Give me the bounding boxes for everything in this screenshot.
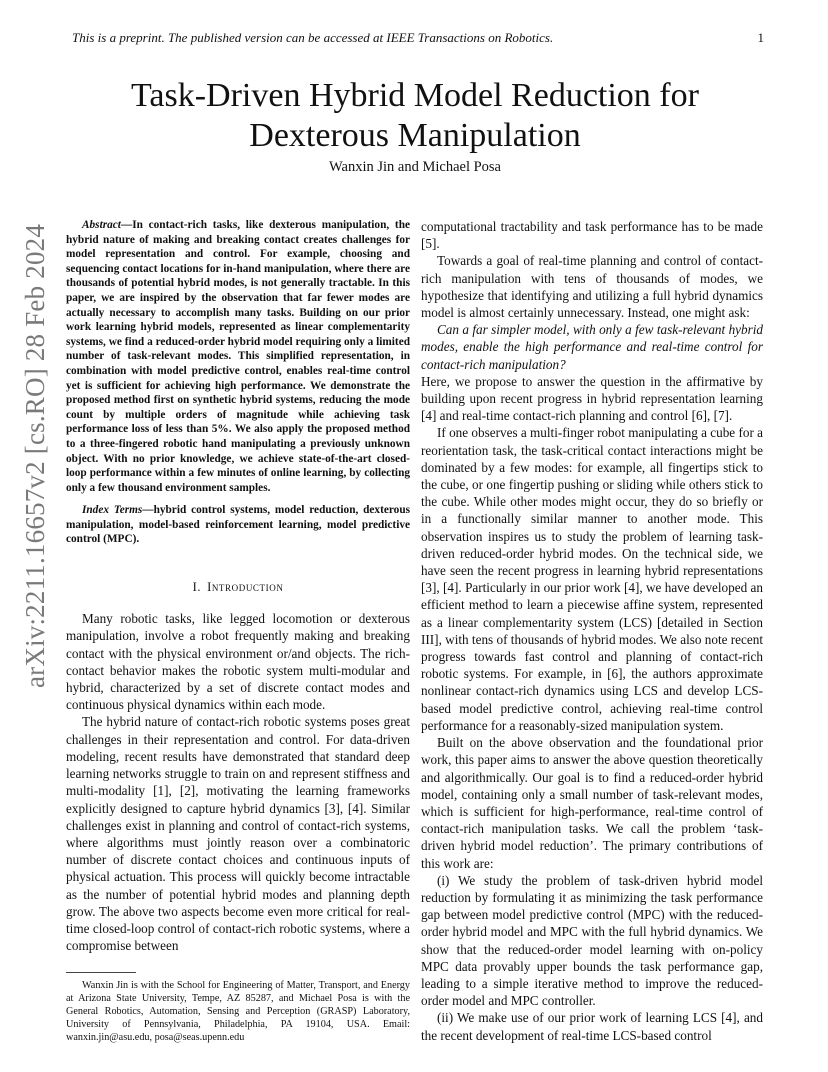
author-footnote: Wanxin Jin is with the School for Engineering of Matter, Transport, and Energy at Arizona State University, Tempe, AZ 85287, and Michael Posa is with the General Robotics, Automation, Sensing and Perception (GRASP) Laboratory, University of Pennsylvania, Philadelphia, PA 19104, USA. Email: wanxin.jin@asu.edu, posa@seas.upenn.edu xyxy=(66,980,410,1044)
footnote-rule xyxy=(66,972,136,973)
section-title: Introduction xyxy=(207,580,284,595)
right-paragraph-3: Here, we propose to answer the question in the affirmative by building upon recent progress in hybrid representation learning [4] and real-time contact-rich planning and control [6], [7]. xyxy=(421,373,763,424)
index-terms xyxy=(66,503,410,547)
right-paragraph-1: computational tractability and task performance has to be made [5]. xyxy=(421,219,763,252)
preprint-note: This is a preprint. The published version can be accessed at IEEE Transactions on Robotics. xyxy=(72,30,554,45)
arxiv-id: arXiv:2211.16657v2 [cs.RO] 28 Feb 2024 xyxy=(20,223,50,688)
arxiv-stamp xyxy=(16,223,50,688)
page-number: 1 xyxy=(757,30,764,45)
index-terms-label: Index Terms xyxy=(82,504,143,517)
index-terms-text: —hybrid control systems, model reduction, dexterous manipulation, model-based reinforcement learning, model predictive control (MPC). xyxy=(66,504,410,546)
abstract xyxy=(66,218,410,495)
intro-paragraph-2: The hybrid nature of contact-rich robotic systems poses great challenges in their representation and control. For data-driven modeling, recent results have demonstrated that standard deep learning networks struggle to train on and represent stiffness and multi-modality [1], [2], motivating the learning frameworks explicitly designed to capture hybrid dynamics [3], [4]. Similar challenges exist in planning and control of contact-rich systems, where algorithms must jointly reason over a combinatoric number of discrete contact choices and continuous inputs of physical actuation. This process will quickly become intractable as the number of potential hybrid modes and planning depth grow. The above two aspects become even more critical for real-time closed-loop control of contact-rich robotic systems, where a compromise between xyxy=(66,714,410,954)
abstract-text: —In contact-rich tasks, like dexterous manipulation, the hybrid nature of making and breaking contact creates challenges for model representation and control. For example, choosing and sequencing contact locations for in-hand manipulation, where there are thousands of potential hybrid modes, is not generally tractable. In this paper, we are inspired by the observation that far fewer modes are actually necessary to accomplish many tasks. Building on our prior work learning hybrid models, represented as linear complementarity systems, we find a reduced-order hybrid model requiring only a limited number of task-relevant modes. This simplified representation, in combination with model predictive control, enables real-time control yet is sufficient for achieving high performance. We demonstrate the proposed method first on synthetic hybrid systems, reducing the mode count by multiple orders of magnitude while achieving task performance loss of less than 5%. We also apply the proposed method to a three-fingered robotic hand manipulating a previously unknown object. With no prior knowledge, we achieve state-of-the-art closed-loop performance within a few minutes of online learning, by collecting only a few thousand environment samples. xyxy=(66,219,410,494)
right-paragraph-4: If one observes a multi-finger robot manipulating a cube for a reorientation task, the task-critical contact interactions might be dominated by a few modes: for example, all fingertips stick to the cube, or one fingertip pushing or sliding while others stick to the cube. While other modes might occur, they do so briefly or in a functionally similar manner to another mode. This observation inspires us to study the problem of learning task-driven reduced-order hybrid modes. On the technical side, we have seen the recent progress in learning hybrid representations [3], [4]. Particularly in our prior work [4], we have developed an efficient method to learn a piecewise affine system, represented as a linear complementarity system (LCS) [detailed in Section III], with tens of thousands of hybrid modes. We also note recent progress towards fast control and planning of contact-rich robotic systems. For example, in [6], the authors approximate nonlinear contact-rich dynamics using LCS and develop LCS-based model predictive control, achieving real-time control performance for a reasonably-sized manipulation system. xyxy=(421,425,763,733)
section-heading xyxy=(66,579,410,596)
intro-paragraph-1: Many robotic tasks, like legged locomotion or dexterous manipulation, involve a robot frequently making and breaking contact with the physical environment or/and objects. The rich-contact behavior makes the robotic system multi-modular and hybrid, characterized by a set of discrete contact modes and continuous physical dynamics within each mode. xyxy=(66,611,410,713)
abstract-label: Abstract xyxy=(82,219,121,231)
contribution-1: (i) We study the problem of task-driven hybrid model reduction by formulating it as minimizing the task performance gap between model predictive control (MPC) with the reduced-order hybrid model and MPC with the full hybrid dynamics. We show that the reduced-order model learning with on-policy MPC data provably upper bounds the task performance gap, leading to a simple iterative method to improve the reduced-order model and MPC controller. xyxy=(421,872,763,1009)
right-paragraph-2: Towards a goal of real-time planning and control of contact-rich manipulation with tens of thousands of modes, we hypothesize that identifying and utilizing a full hybrid dynamics model is almost certainly unnecessary. Instead, one might ask: xyxy=(421,253,763,321)
research-question: Can a far simpler model, with only a few task-relevant hybrid modes, enable the high performance and real-time control for contact-rich manipulation? xyxy=(421,322,763,372)
paper-title: Task-Driven Hybrid Model Reduction for Dexterous Manipulation xyxy=(131,77,699,154)
right-paragraph-5: Built on the above observation and the foundational prior work, this paper aims to answer the above question theoretically and algorithmically. Our goal is to find a reduced-order hybrid model, containing only a small number of task-relevant modes, which is sufficient for high-performance, real-time control of contact-rich manipulation tasks. We call the problem ‘task-driven hybrid model reduction’. The primary contributions of this work are: xyxy=(421,735,763,871)
running-header xyxy=(0,30,828,50)
contribution-2: (ii) We make use of our prior work of learning LCS [4], and the recent development of real-time LCS-based control xyxy=(421,1010,763,1043)
right-column xyxy=(421,218,763,1044)
authors: Wanxin Jin and Michael Posa xyxy=(329,159,501,175)
left-column xyxy=(66,218,410,1044)
section-number: I. xyxy=(192,580,202,595)
